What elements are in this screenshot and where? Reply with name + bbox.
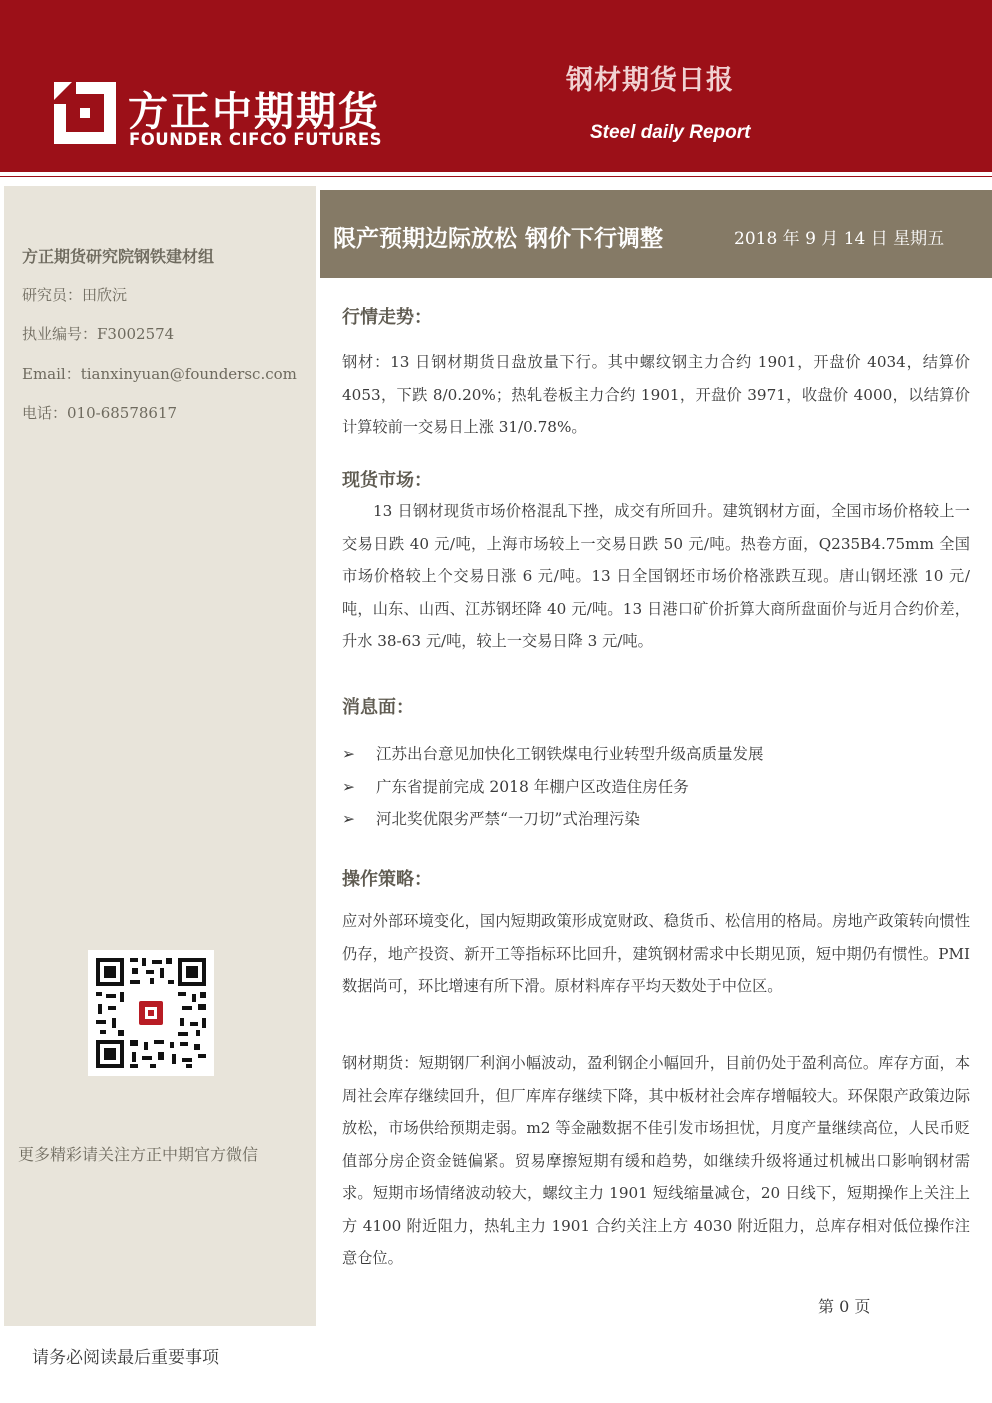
arrow-bullet-icon: ➢ — [342, 810, 355, 828]
disclaimer-notice: 请务必阅读最后重要事项 — [32, 1348, 219, 1368]
news-item-text: 广东省提前完成 2018 年棚户区改造住房任务 — [376, 778, 689, 796]
arrow-bullet-icon: ➢ — [342, 745, 355, 763]
research-team: 方正期货研究院钢铁建材组 — [22, 247, 215, 266]
news-item — [342, 742, 764, 764]
company-name-en: FOUNDER CIFCO FUTURES — [129, 130, 383, 149]
qr-code-icon — [88, 950, 214, 1076]
news-item-text: 河北奖优限劣严禁“一刀切”式治理污染 — [376, 810, 640, 828]
strategy-heading: 操作策略： — [342, 869, 432, 890]
report-title-en: Steel daily Report — [590, 122, 751, 143]
company-name-cn: 方正中期期货 — [128, 89, 380, 135]
report-header — [0, 0, 992, 172]
phone-number: 电话：010-68578617 — [22, 404, 178, 422]
report-title-cn: 钢材期货日报 — [566, 65, 734, 96]
author-sidebar — [4, 186, 316, 1326]
wechat-qr-code — [88, 950, 214, 1076]
spot-market-heading: 现货市场： — [342, 470, 432, 491]
strategy-macro-text: 应对外部环境变化，国内短期政策形成宽财政、稳货币、松信用的格局。房地产政策转向惯性仍存，地产投资、新开工等指标环比回升，建筑钢材需求中长期见顶，短中期仍有惯性。PMI 数据尚可，环比增速有所下滑。原材料库存平均天数处于中位区。 — [342, 912, 970, 995]
strategy-steel-text: 钢材期货：短期钢厂利润小幅波动，盈利钢企小幅回升，目前仍处于盈利高位。库存方面，本周社会库存继续回升，但厂库库存继续下降，其中板材社会库存增幅较大。环保限产政策边际放松，市场供给预期走弱。m2 等金融数据不佳引发市场担忧，月度产量继续高位，人民币贬值部分房企资金链偏紧。贸易摩擦短期有缓和趋势，如继续升级将通过机械出口影响钢材需求。短期市场情绪波动较大，螺纹主力 1901 短线缩量减仓，20 日线下，短期操作上关注上方 4100 附近阻力，热轧主力 1901 合约关注上方 4030 附近阻力，总库存相对低位操作注意仓位。 — [342, 1054, 970, 1267]
header-divider — [0, 176, 992, 177]
arrow-bullet-icon: ➢ — [342, 778, 355, 796]
founder-logo-icon — [54, 82, 116, 144]
news-item — [342, 807, 640, 829]
follow-wechat-text: 更多精彩请关注方正中期官方微信 — [18, 1145, 259, 1164]
email-address[interactable]: Email：tianxinyuan@foundersc.com — [22, 365, 297, 383]
news-heading: 消息面： — [342, 697, 414, 718]
report-date: 2018 年 9 月 14 日 星期五 — [734, 229, 945, 249]
license-number: 执业编号：F3002574 — [22, 325, 175, 343]
spot-market-text: 13 日钢材现货市场价格混乱下挫，成交有所回升。建筑钢材方面，全国市场价格较上一交易日跌 40 元/吨，上海市场较上一交易日跌 50 元/吨。热卷方面，Q235B4.75mm 全国市场价格较上个交易日涨 6 元/吨。13 日全国钢坯市场价格涨跌互现。唐山钢坯涨 10 元/吨，山东、山西、江苏钢坯降 40 元/吨。13 日港口矿价折算大商所盘面价与近月合约价差，升水 38-63 元/吨，较上一交易日降 3 元/吨。 — [342, 502, 970, 650]
market-trend-text: 钢材：13 日钢材期货日盘放量下行。其中螺纹钢主力合约 1901，开盘价 4034，结算价 4053，下跌 8/0.20%；热轧卷板主力合约 1901，开盘价 3971，收盘价 4000，以结算价计算较前一交易日上涨 31/0.78%。 — [342, 353, 970, 436]
news-item-text: 江苏出台意见加快化工钢铁煤电行业转型升级高质量发展 — [376, 745, 764, 763]
report-title-bar — [320, 190, 992, 278]
news-item — [342, 775, 689, 797]
researcher-name: 研究员：田欣沅 — [22, 286, 128, 304]
report-headline: 限产预期边际放松 钢价下行调整 — [333, 226, 664, 252]
market-trend-heading: 行情走势： — [342, 307, 432, 328]
page-number: 第 0 页 — [818, 1297, 871, 1316]
